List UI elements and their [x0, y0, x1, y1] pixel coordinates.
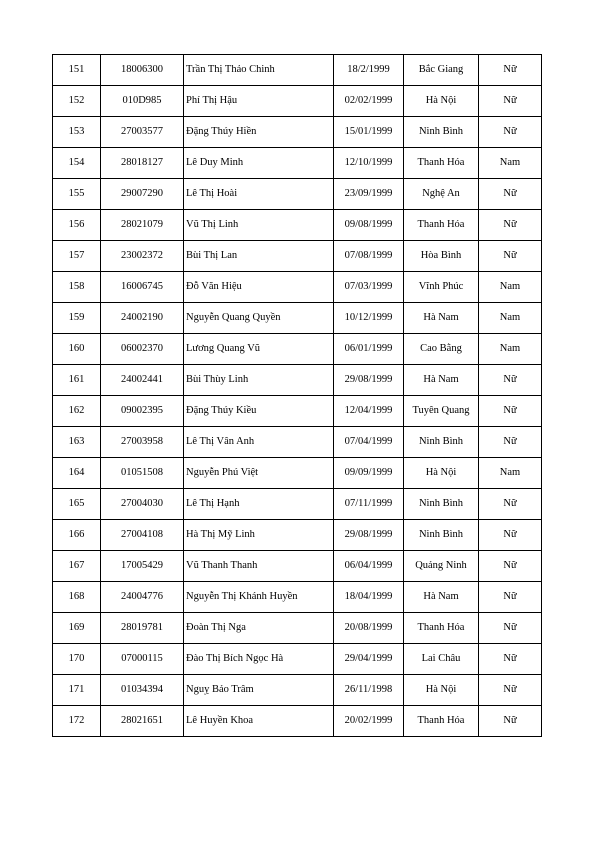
cell-province: Hà Nội: [404, 675, 479, 706]
cell-index: 162: [53, 396, 101, 427]
cell-index: 158: [53, 272, 101, 303]
cell-index: 153: [53, 117, 101, 148]
table-row: [53, 179, 542, 210]
cell-gender: Nữ: [479, 117, 542, 148]
cell-gender: Nữ: [479, 396, 542, 427]
cell-full-name: Bùi Thùy Linh: [184, 365, 334, 396]
cell-student-id: 01034394: [101, 675, 184, 706]
cell-date-of-birth: 09/08/1999: [334, 210, 404, 241]
table-row: [53, 427, 542, 458]
cell-gender: Nữ: [479, 241, 542, 272]
roster-body: [53, 55, 542, 737]
cell-index: 154: [53, 148, 101, 179]
cell-date-of-birth: 29/04/1999: [334, 644, 404, 675]
cell-full-name: Lê Huyền Khoa: [184, 706, 334, 737]
cell-index: 170: [53, 644, 101, 675]
cell-province: Quảng Ninh: [404, 551, 479, 582]
cell-student-id: 17005429: [101, 551, 184, 582]
cell-gender: Nữ: [479, 706, 542, 737]
cell-student-id: 27004030: [101, 489, 184, 520]
cell-date-of-birth: 20/08/1999: [334, 613, 404, 644]
cell-gender: Nữ: [479, 179, 542, 210]
student-roster-table: [52, 54, 542, 737]
cell-index: 159: [53, 303, 101, 334]
cell-gender: Nam: [479, 272, 542, 303]
cell-student-id: 24002441: [101, 365, 184, 396]
cell-date-of-birth: 12/10/1999: [334, 148, 404, 179]
cell-date-of-birth: 12/04/1999: [334, 396, 404, 427]
cell-province: Thanh Hóa: [404, 706, 479, 737]
cell-province: Lai Châu: [404, 644, 479, 675]
table-row: [53, 582, 542, 613]
table-row: [53, 396, 542, 427]
cell-date-of-birth: 23/09/1999: [334, 179, 404, 210]
cell-student-id: 18006300: [101, 55, 184, 86]
table-row: [53, 334, 542, 365]
cell-index: 164: [53, 458, 101, 489]
cell-student-id: 27004108: [101, 520, 184, 551]
cell-gender: Nam: [479, 334, 542, 365]
cell-province: Hà Nội: [404, 86, 479, 117]
cell-full-name: Bùi Thị Lan: [184, 241, 334, 272]
table-row: [53, 272, 542, 303]
cell-student-id: 24002190: [101, 303, 184, 334]
cell-province: Hà Nội: [404, 458, 479, 489]
table-row: [53, 551, 542, 582]
cell-date-of-birth: 29/08/1999: [334, 520, 404, 551]
cell-date-of-birth: 07/08/1999: [334, 241, 404, 272]
cell-province: Thanh Hóa: [404, 210, 479, 241]
cell-full-name: Lê Thị Vân Anh: [184, 427, 334, 458]
cell-student-id: 16006745: [101, 272, 184, 303]
cell-gender: Nữ: [479, 644, 542, 675]
cell-gender: Nữ: [479, 613, 542, 644]
cell-student-id: 09002395: [101, 396, 184, 427]
cell-date-of-birth: 10/12/1999: [334, 303, 404, 334]
cell-gender: Nữ: [479, 489, 542, 520]
cell-full-name: Trần Thị Thảo Chinh: [184, 55, 334, 86]
cell-province: Hà Nam: [404, 365, 479, 396]
cell-index: 165: [53, 489, 101, 520]
table-row: [53, 365, 542, 396]
table-row: [53, 55, 542, 86]
cell-index: 155: [53, 179, 101, 210]
cell-province: Hòa Bình: [404, 241, 479, 272]
table-row: [53, 706, 542, 737]
cell-date-of-birth: 07/11/1999: [334, 489, 404, 520]
cell-date-of-birth: 07/03/1999: [334, 272, 404, 303]
cell-student-id: 24004776: [101, 582, 184, 613]
cell-date-of-birth: 18/2/1999: [334, 55, 404, 86]
table-row: [53, 613, 542, 644]
cell-student-id: 28019781: [101, 613, 184, 644]
cell-gender: Nữ: [479, 55, 542, 86]
table-row: [53, 241, 542, 272]
cell-full-name: Đào Thị Bích Ngọc Hà: [184, 644, 334, 675]
table-row: [53, 86, 542, 117]
cell-province: Hà Nam: [404, 582, 479, 613]
cell-province: Cao Bằng: [404, 334, 479, 365]
cell-gender: Nam: [479, 148, 542, 179]
cell-province: Nghệ An: [404, 179, 479, 210]
cell-index: 167: [53, 551, 101, 582]
cell-index: 161: [53, 365, 101, 396]
cell-province: Hà Nam: [404, 303, 479, 334]
cell-index: 157: [53, 241, 101, 272]
cell-gender: Nữ: [479, 675, 542, 706]
cell-province: Thanh Hóa: [404, 613, 479, 644]
cell-student-id: 06002370: [101, 334, 184, 365]
cell-province: Thanh Hóa: [404, 148, 479, 179]
cell-date-of-birth: 02/02/1999: [334, 86, 404, 117]
cell-full-name: Lê Thị Hoài: [184, 179, 334, 210]
table-row: [53, 210, 542, 241]
table-row: [53, 117, 542, 148]
cell-student-id: 010D985: [101, 86, 184, 117]
cell-full-name: Lê Thị Hạnh: [184, 489, 334, 520]
cell-index: 151: [53, 55, 101, 86]
cell-full-name: Đỗ Văn Hiệu: [184, 272, 334, 303]
cell-index: 166: [53, 520, 101, 551]
cell-date-of-birth: 09/09/1999: [334, 458, 404, 489]
cell-full-name: Đặng Thúy Kiều: [184, 396, 334, 427]
cell-date-of-birth: 06/01/1999: [334, 334, 404, 365]
cell-index: 156: [53, 210, 101, 241]
cell-gender: Nữ: [479, 582, 542, 613]
table-row: [53, 303, 542, 334]
cell-full-name: Lê Duy Minh: [184, 148, 334, 179]
table-row: [53, 489, 542, 520]
cell-index: 160: [53, 334, 101, 365]
cell-date-of-birth: 29/08/1999: [334, 365, 404, 396]
cell-full-name: Nguyễn Quang Quyền: [184, 303, 334, 334]
cell-full-name: Hà Thị Mỹ Linh: [184, 520, 334, 551]
cell-date-of-birth: 20/02/1999: [334, 706, 404, 737]
cell-date-of-birth: 18/04/1999: [334, 582, 404, 613]
cell-gender: Nữ: [479, 86, 542, 117]
cell-student-id: 28018127: [101, 148, 184, 179]
cell-province: Ninh Bình: [404, 520, 479, 551]
cell-full-name: Nguyễn Thị Khánh Huyền: [184, 582, 334, 613]
cell-full-name: Vũ Thanh Thanh: [184, 551, 334, 582]
cell-date-of-birth: 26/11/1998: [334, 675, 404, 706]
table-row: [53, 520, 542, 551]
cell-province: Tuyên Quang: [404, 396, 479, 427]
cell-gender: Nữ: [479, 210, 542, 241]
cell-gender: Nữ: [479, 520, 542, 551]
cell-gender: Nữ: [479, 427, 542, 458]
cell-province: Ninh Bình: [404, 427, 479, 458]
table-row: [53, 675, 542, 706]
cell-full-name: Phí Thị Hậu: [184, 86, 334, 117]
cell-student-id: 07000115: [101, 644, 184, 675]
cell-province: Vĩnh Phúc: [404, 272, 479, 303]
cell-full-name: Nguỵ Bảo Trâm: [184, 675, 334, 706]
cell-full-name: Đoàn Thị Nga: [184, 613, 334, 644]
cell-province: Ninh Bình: [404, 489, 479, 520]
cell-student-id: 01051508: [101, 458, 184, 489]
cell-student-id: 29007290: [101, 179, 184, 210]
cell-full-name: Lương Quang Vũ: [184, 334, 334, 365]
cell-student-id: 23002372: [101, 241, 184, 272]
cell-full-name: Đặng Thúy Hiền: [184, 117, 334, 148]
cell-student-id: 28021651: [101, 706, 184, 737]
cell-index: 169: [53, 613, 101, 644]
cell-index: 172: [53, 706, 101, 737]
cell-index: 163: [53, 427, 101, 458]
cell-gender: Nữ: [479, 551, 542, 582]
cell-index: 171: [53, 675, 101, 706]
cell-student-id: 28021079: [101, 210, 184, 241]
cell-gender: Nam: [479, 303, 542, 334]
cell-province: Bắc Giang: [404, 55, 479, 86]
cell-date-of-birth: 15/01/1999: [334, 117, 404, 148]
cell-gender: Nữ: [479, 365, 542, 396]
cell-index: 152: [53, 86, 101, 117]
cell-index: 168: [53, 582, 101, 613]
cell-date-of-birth: 06/04/1999: [334, 551, 404, 582]
table-row: [53, 148, 542, 179]
cell-student-id: 27003577: [101, 117, 184, 148]
cell-date-of-birth: 07/04/1999: [334, 427, 404, 458]
cell-province: Ninh Bình: [404, 117, 479, 148]
cell-full-name: Nguyễn Phú Việt: [184, 458, 334, 489]
cell-student-id: 27003958: [101, 427, 184, 458]
table-row: [53, 644, 542, 675]
cell-full-name: Vũ Thị Linh: [184, 210, 334, 241]
table-row: [53, 458, 542, 489]
cell-gender: Nam: [479, 458, 542, 489]
